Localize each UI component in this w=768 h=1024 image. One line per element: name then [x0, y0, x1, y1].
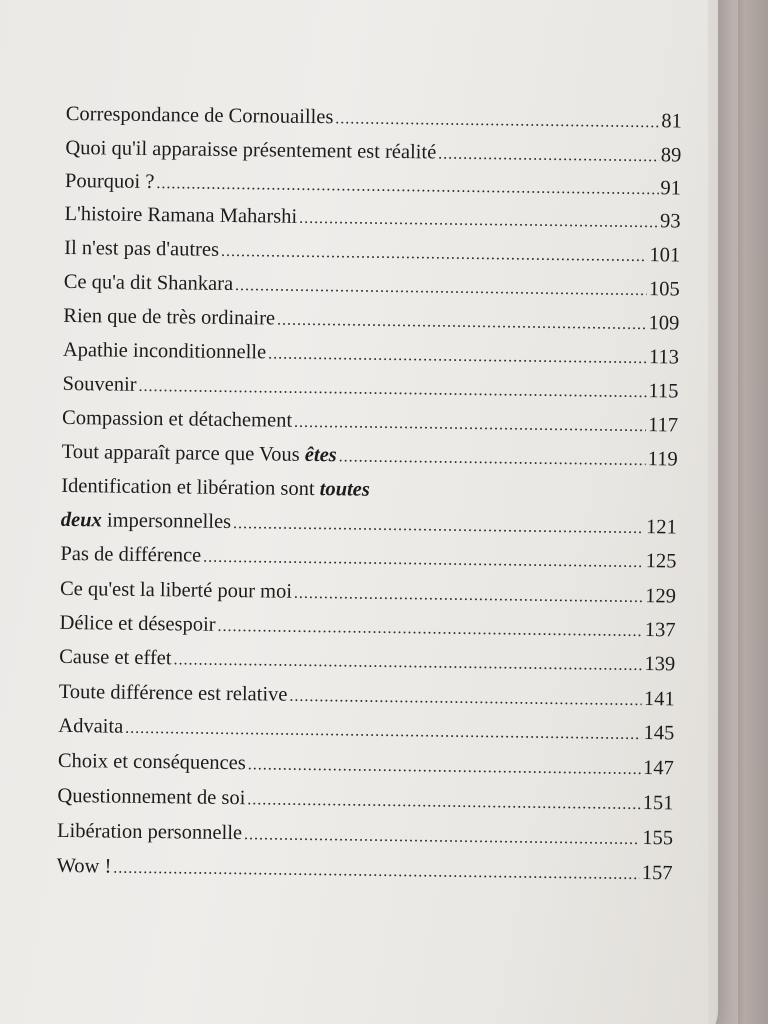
toc-entry-title: Il n'est pas d'autres: [64, 236, 220, 261]
toc-entry-page: 125: [645, 550, 677, 573]
toc-entry-title: Pas de différence: [60, 542, 202, 567]
toc-entry-title-emphasis: êtes: [304, 443, 337, 467]
toc-leader-dots: [203, 549, 644, 572]
toc-entry: [62, 373, 678, 411]
toc-entry-title: Questionnement de soi: [57, 784, 246, 810]
toc-entry-title: Wow !: [56, 854, 112, 878]
toc-entry-page: 121: [645, 516, 677, 539]
toc-entry-page: 115: [648, 380, 679, 403]
toc-entry-page: 141: [643, 688, 675, 711]
toc-entry-title: Ce qu'est la liberté pour moi: [59, 577, 293, 603]
toc-entry-title-text: impersonnelles: [106, 509, 232, 533]
toc-leader-dots: [244, 826, 640, 849]
toc-entry-title: Advaita: [58, 714, 124, 738]
toc-leader-dots: [277, 312, 647, 335]
toc-leader-dots: [217, 618, 642, 641]
toc-entry: [57, 820, 673, 858]
toc-entry-page: 81: [661, 110, 682, 133]
toc-entry-title: Délice et désespoir: [59, 611, 216, 636]
toc-entry-page: 109: [648, 312, 680, 335]
toc-entry-title: L'histoire Ramana Maharshi: [64, 202, 298, 228]
toc-entry-title: [62, 441, 337, 467]
toc-leader-dots: [247, 791, 641, 814]
toc-entry-page: 157: [641, 862, 673, 885]
toc-entry-page: 93: [659, 210, 681, 233]
toc-entry: [61, 441, 677, 479]
toc-entry: [66, 103, 682, 141]
toc-entry-page: 137: [644, 619, 676, 642]
toc-entry: [56, 855, 672, 893]
toc-entry-title-emphasis: toutes: [319, 478, 370, 501]
toc-leader-dots: [299, 210, 658, 232]
toc-entry: [65, 137, 681, 175]
toc-entry-title-text: Identification et libération sont: [61, 474, 315, 501]
toc-entry-page: 101: [649, 244, 681, 267]
toc-leader-dots: [235, 277, 647, 300]
toc-entry-title: Rien que de très ordinaire: [63, 304, 276, 330]
toc-entry: [59, 612, 675, 650]
toc-leader-dots: [113, 860, 640, 884]
toc-leader-dots: [173, 651, 642, 675]
toc-entry-title: Apathie inconditionnelle: [62, 338, 267, 364]
toc-leader-dots: [294, 585, 643, 607]
toc-entry: [58, 750, 674, 788]
toc-entry: [63, 339, 679, 377]
toc-entry: [60, 578, 676, 616]
toc-leader-dots: [125, 720, 642, 744]
toc-leader-dots: [221, 243, 648, 266]
toc-entry-page: 147: [642, 757, 675, 780]
toc-entry-title: [61, 509, 232, 534]
toc-entry-title: Choix et conséquences: [57, 749, 246, 775]
toc-entry-title: Ce qu'a dit Shankara: [63, 270, 234, 296]
toc-entry: [59, 646, 675, 684]
toc-leader-dots: [294, 414, 646, 436]
toc-entry: [58, 715, 674, 753]
toc-leader-dots: [156, 175, 658, 199]
toc-entry-title: Toute différence est relative: [58, 680, 288, 706]
toc-leader-dots: [335, 110, 659, 132]
toc-entry-page: 145: [643, 722, 675, 745]
toc-entry: [61, 509, 677, 547]
toc-leader-dots: [248, 756, 642, 779]
toc-entry-title: Compassion et détachement: [61, 406, 293, 432]
toc-entry-title: Cause et effet: [59, 645, 172, 670]
toc-leader-dots: [233, 515, 644, 538]
toc-leader-dots: [339, 448, 646, 470]
toc-entry-title-line1: [61, 475, 370, 502]
toc-entry-title: Souvenir: [62, 372, 137, 396]
toc-entry: [64, 203, 680, 241]
toc-leader-dots: [438, 146, 659, 167]
toc-entry-title: Quoi qu'il apparaisse présentement est réalité: [65, 136, 437, 164]
toc-entry-page: 91: [660, 177, 682, 200]
toc-entry: [63, 305, 679, 343]
toc-entry: [65, 170, 681, 208]
toc-entry: [59, 681, 675, 719]
toc-entry-page: 129: [645, 585, 677, 608]
toc-entry: [64, 271, 680, 309]
toc-leader-dots: [138, 378, 646, 402]
toc-entry-page: 113: [648, 346, 680, 369]
toc-leader-dots: [289, 688, 642, 710]
toc-entry-page: 151: [642, 792, 674, 815]
toc-entry-page: 119: [647, 448, 678, 471]
toc-entry-page: 139: [644, 653, 676, 676]
toc-leader-dots: [268, 345, 647, 368]
toc-entry-title: Correspondance de Cornouailles: [65, 102, 334, 129]
toc-entry: [57, 785, 673, 823]
toc-entry-title-emphasis: deux: [60, 508, 103, 532]
toc-entry-page: 105: [648, 278, 680, 301]
toc-entry-page: 117: [647, 414, 679, 437]
toc-entry: [64, 237, 680, 275]
toc-entry-title: Libération personnelle: [56, 819, 243, 845]
toc-entry-page: 155: [642, 827, 674, 850]
toc-entry-title: Pourquoi ?: [64, 169, 155, 194]
toc-entry: [62, 407, 678, 445]
toc-entry-page: 89: [660, 144, 682, 167]
toc-entry: [60, 543, 676, 581]
toc-entry-title-text: Tout apparaît parce que Vous: [61, 440, 300, 466]
